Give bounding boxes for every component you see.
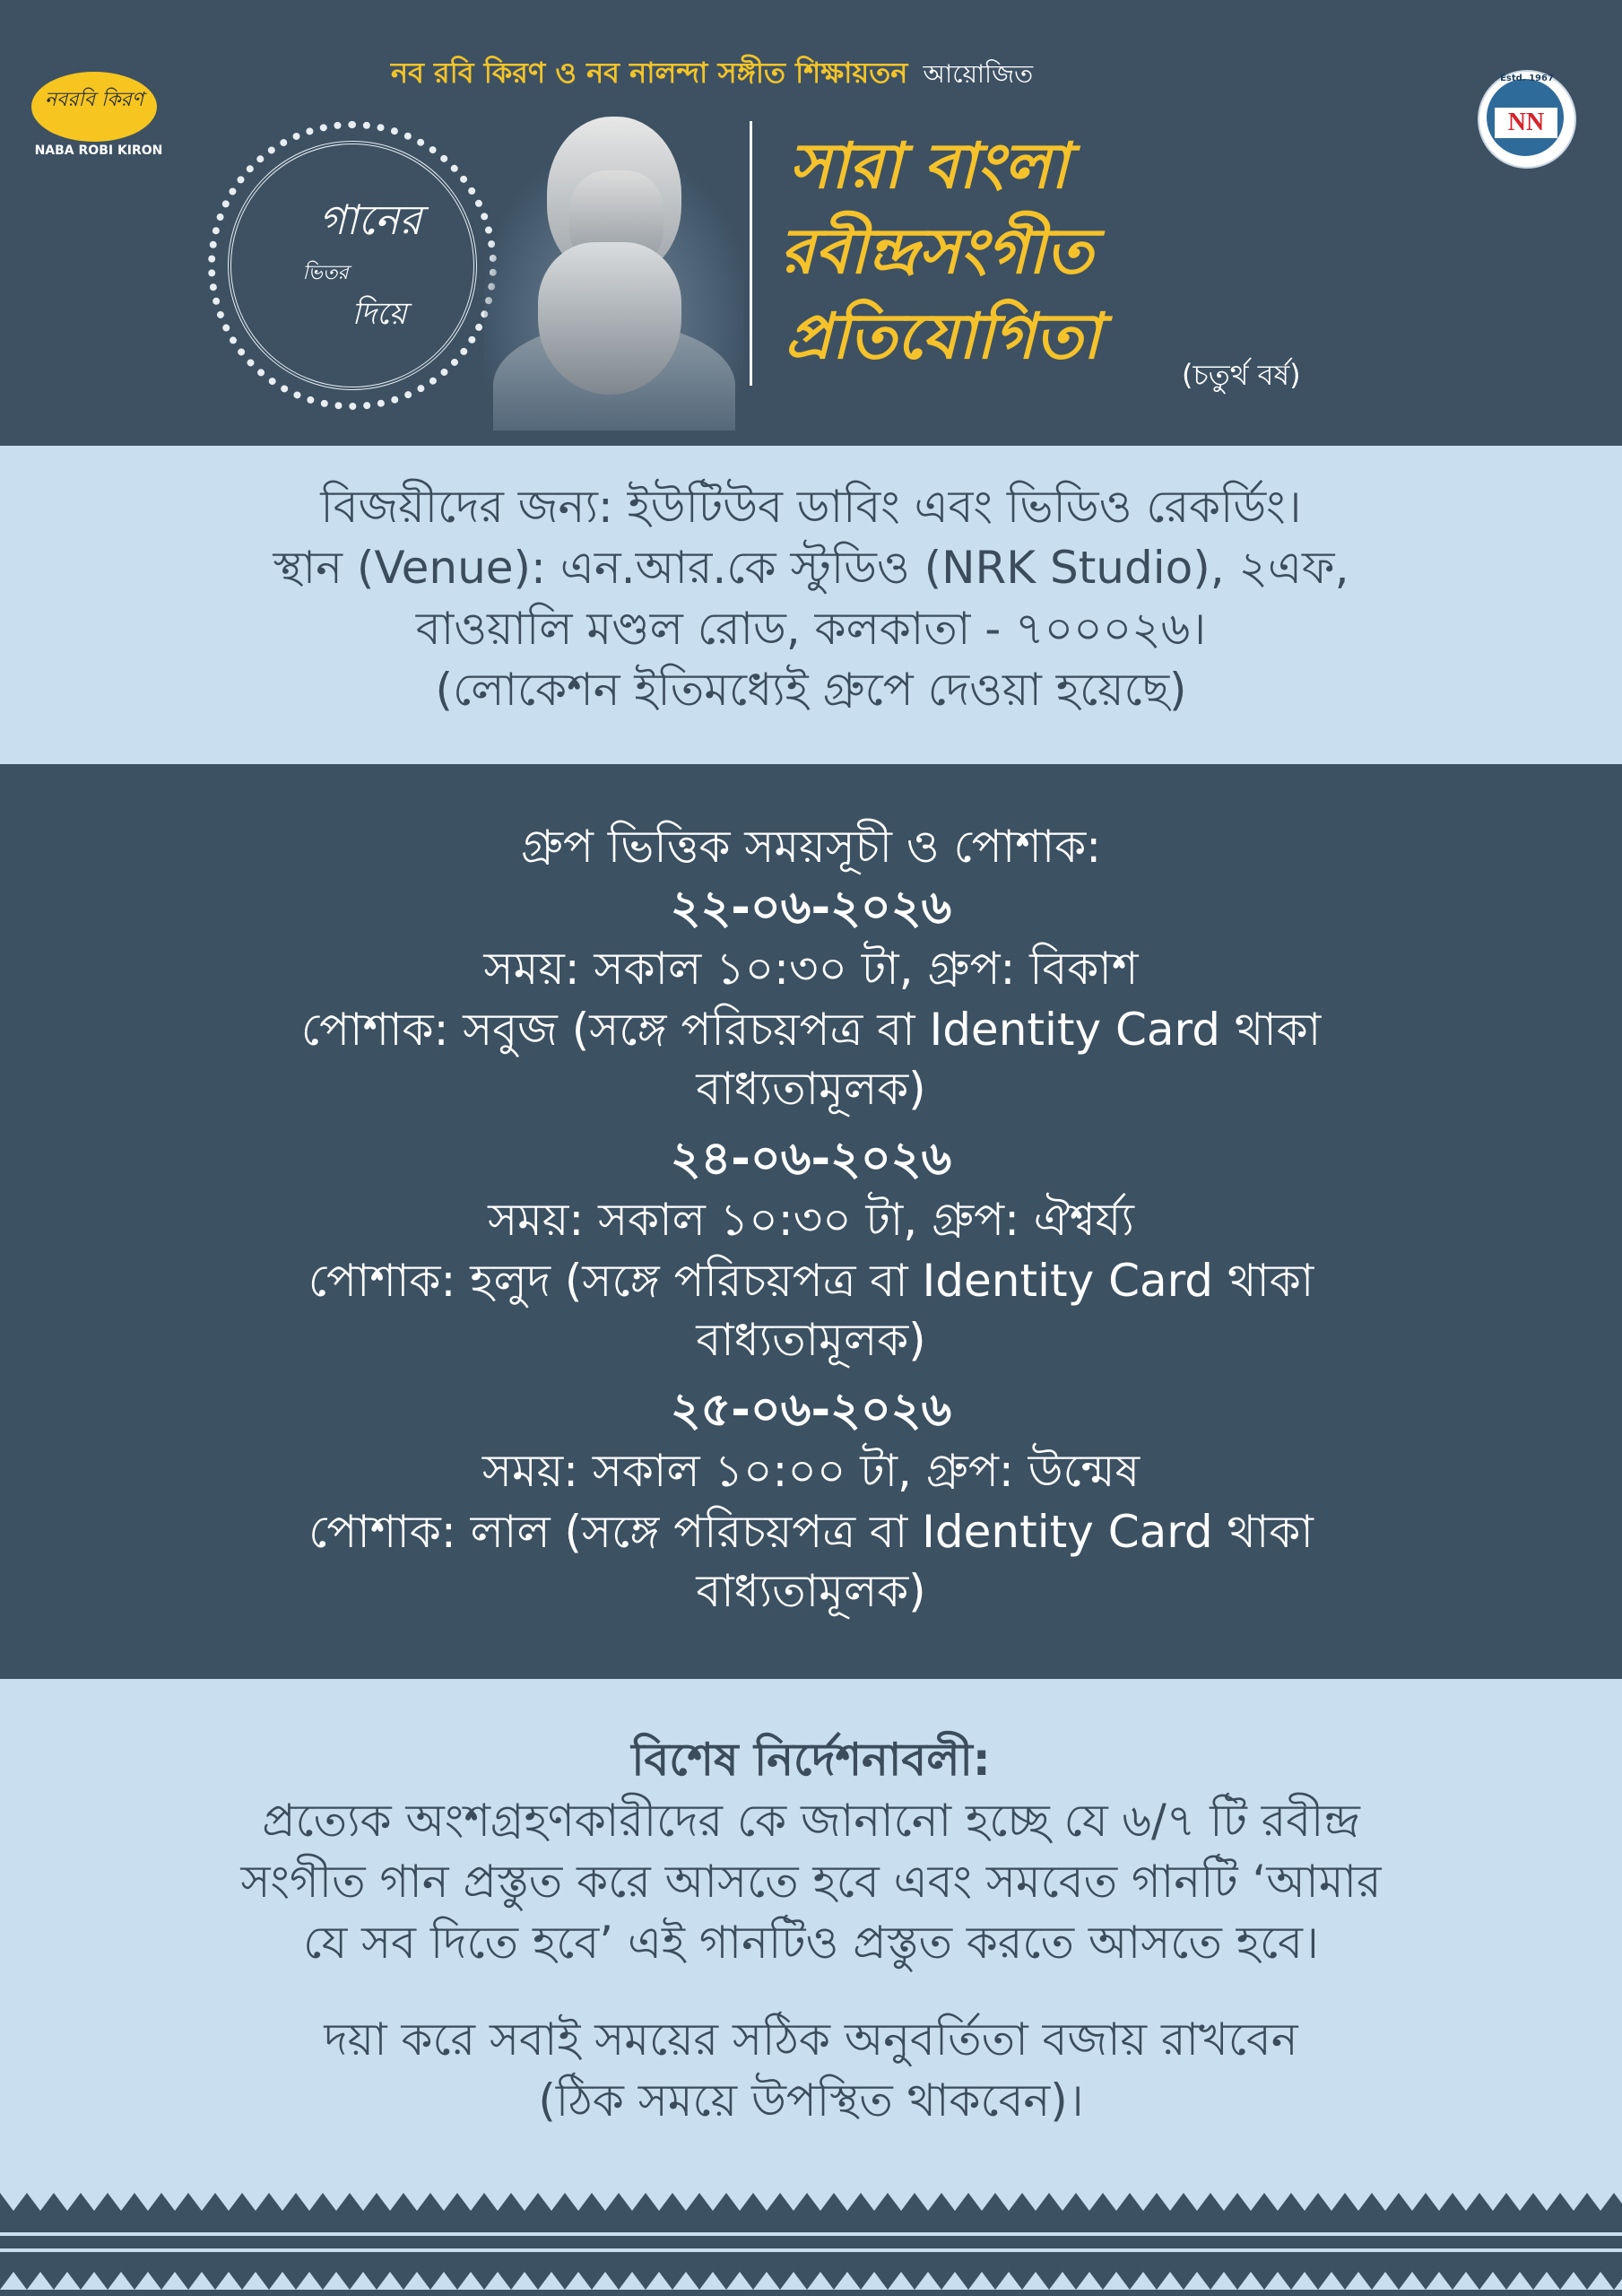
schedule-section (0, 764, 1622, 1679)
schedule-time-group-3: সময়: সকাল ১০:০০ টা, গ্রুপ: উন্মেষ (481, 1445, 1141, 1497)
venue-address-1: স্থান (Venue): এন.আর.কে স্টুডিও (NRK Studio), ২এফ, (273, 542, 1349, 594)
instructions-heading: বিশেষ নির্দেশনাবলী: (631, 1734, 991, 1786)
title-line-2: রবীন্দ্রসংগীত (780, 213, 1093, 288)
tagore-portrait (484, 99, 744, 430)
triangle-pattern-top (0, 2193, 1622, 2216)
wreath-calligraphy (215, 128, 490, 403)
organizer-credit (391, 50, 1108, 104)
schedule-date-3: ২৫-০৬-২০২৬ (670, 1383, 952, 1437)
header-banner (0, 0, 1622, 446)
triangle-pattern-bottom (0, 2266, 1622, 2290)
nn-school-logo (1478, 70, 1576, 169)
organized-label: আয়োজিত (923, 59, 1034, 89)
schedule-dress-3: পোশাক: লাল (সঙ্গে পরিচয়পত্র বা Identity Card থাকা (308, 1506, 1314, 1558)
instructions-line-2: সংগীত গান প্রস্তুত করে আসতে হবে এবং সমবেত গানটি ‘আমার (240, 1856, 1382, 1908)
header-divider (750, 121, 752, 386)
edition-label: (চতুর্থ বর্ষ) (1182, 358, 1301, 392)
decorative-footer (0, 2193, 1622, 2296)
footer-triangle-border-top (0, 2193, 1622, 2216)
title-line-3: প্রতিযোগিতা (785, 299, 1101, 373)
punctuality-line-1: দয়া করে সবাই সময়ের সঠিক অনুবর্তিতা বজায় রাখবেন (324, 2013, 1298, 2066)
logo-script-text: নবরবি কিরণ (44, 89, 144, 111)
schedule-dress-2-cont: বাধ্যতামূলক) (696, 1314, 926, 1366)
logo-nn-mark: NN (1495, 108, 1557, 138)
footer-stripe-1 (0, 2232, 1622, 2236)
logo-caption: NABA ROBI KIRON (34, 144, 163, 158)
venue-address-2: বাওয়ালি মণ্ডল রোড, কলকাতা - ৭০০০২৬। (415, 603, 1207, 655)
schedule-date-2: ২৪-০৬-২০২৬ (670, 1132, 952, 1186)
winners-benefit: বিজয়ীদের জন্য: ইউটিউব ডাবিং এবং ভিডিও রেকর্ডিং। (320, 481, 1302, 533)
logo-estd-text: Estd. 1967 (1500, 74, 1554, 83)
wreath-word-1: গানের (318, 196, 422, 244)
portrait-beard (538, 242, 681, 395)
schedule-dress-2: পোশাক: হলুদ (সঙ্গে পরিচয়পত্র বা Identity Card থাকা (308, 1255, 1314, 1307)
special-instructions (0, 1679, 1622, 2193)
instructions-line-3: যে সব দিতে হবে’ এই গানটিও প্রস্তুত করতে আসতে হবে। (303, 1917, 1319, 1969)
footer-stripe-2 (0, 2248, 1622, 2252)
punctuality-line-2: (ঠিক সময়ে উপস্থিত থাকবেন)। (538, 2074, 1084, 2126)
naba-robi-kiron-logo (27, 72, 161, 161)
venue-section (0, 446, 1622, 764)
schedule-dress-1: পোশাক: সবুজ (সঙ্গে পরিচয়পত্র বা Identity Card থাকা (300, 1004, 1322, 1056)
instructions-line-1: প্রত্যেক অংশগ্রহণকারীদের কে জানানো হচ্ছে যে ৬/৭ টি রবীন্দ্র (262, 1795, 1360, 1847)
title-line-1: সারা বাংলা (789, 128, 1069, 203)
schedule-time-group-2: সময়: সকাল ১০:৩০ টা, গ্রুপ: ঐশ্বর্য্য (488, 1194, 1134, 1246)
floral-wreath-emblem (208, 121, 497, 410)
schedule-heading: গ্রুপ ভিত্তিক সময়সূচী ও পোশাক: (520, 821, 1102, 873)
wreath-word-3: দিয়ে (351, 296, 407, 332)
footer-triangle-border-bottom (0, 2266, 1622, 2290)
schedule-date-1: ২২-০৬-২০২৬ (670, 881, 952, 935)
organizer-names: নব রবি কিরণ ও নব নালন্দা সঙ্গীত শিক্ষায়তন (391, 56, 908, 90)
schedule-dress-1-cont: বাধ্যতামূলক) (696, 1063, 926, 1115)
wreath-word-2: ভিতর (302, 262, 349, 284)
schedule-dress-3-cont: বাধ্যতামূলক) (696, 1565, 926, 1617)
location-note: (লোকেশন ইতিমধ্যেই গ্রুপে দেওয়া হয়েছে) (435, 664, 1187, 716)
schedule-time-group-1: সময়: সকাল ১০:৩০ টা, গ্রুপ: বিকাশ (483, 943, 1139, 995)
